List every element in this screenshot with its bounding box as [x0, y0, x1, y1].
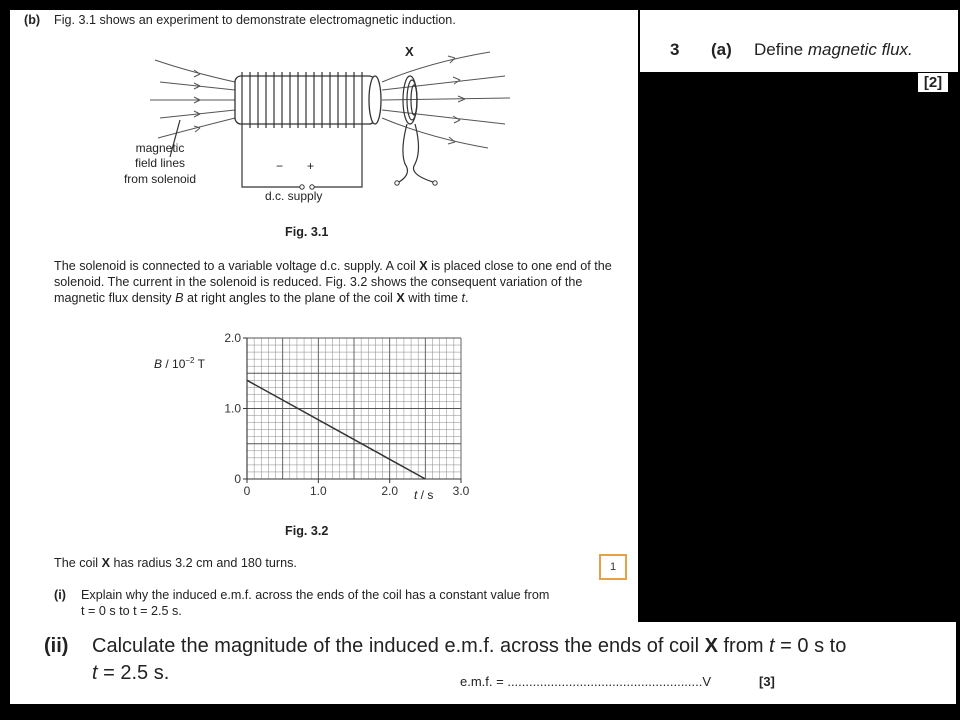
x-tick-label: 0 — [243, 484, 251, 498]
y-axis-label: B / $10^{-2}$ T — [154, 356, 205, 371]
part-a-label: (a) — [711, 40, 732, 59]
part-ii-panel — [10, 622, 956, 704]
part-b-intro: Fig. 3.1 shows an experiment to demonstrate electromagnetic induction. — [54, 13, 456, 27]
part-ii-line1: Calculate the magnitude of the induced e.m.f. across the ends of coil X from t = 0 s to — [92, 635, 847, 657]
part-i-label: (i) — [54, 588, 66, 602]
coil-x-label: X — [405, 44, 414, 59]
part-ii-label: (ii) — [44, 635, 69, 657]
field-lines-label-3: from solenoid — [123, 172, 197, 186]
part-a-question: Define magnetic flux. — [754, 40, 913, 59]
x-tick-label: 1.0 — [309, 484, 327, 498]
y-tick-label: 1.0 — [224, 401, 241, 416]
plus-terminal-label: + — [307, 159, 315, 173]
solenoid-diagram — [10, 32, 638, 232]
x-tick-label: 2.0 — [381, 484, 399, 498]
coil-info: The coil X has radius 3.2 cm and 180 turns. — [54, 556, 297, 570]
dc-supply-label: d.c. supply — [265, 189, 323, 203]
part-a-marks: [2] — [918, 73, 948, 92]
x-axis-label: t / s — [414, 488, 434, 502]
fig32-caption: Fig. 3.2 — [285, 524, 329, 538]
part-b-label: (b) — [24, 13, 41, 27]
fig31-caption: Fig. 3.1 — [285, 225, 329, 239]
field-lines-label-1: magnetic — [135, 141, 185, 155]
question-3-header — [640, 10, 958, 72]
x-tick-label: 3.0 — [452, 484, 470, 498]
flux-density-chart — [10, 318, 638, 508]
y-tick-label: 0 — [234, 472, 241, 486]
minus-terminal-label: − — [276, 159, 284, 173]
y-tick-label: 2.0 — [224, 331, 241, 345]
part-ii-marks: [3] — [759, 674, 775, 689]
emf-answer-line[interactable]: e.m.f. = ......................................................V — [460, 674, 712, 689]
part-i-line1: Explain why the induced e.m.f. across the ends of the coil has a constant value from — [81, 588, 550, 602]
question-number: 3 — [670, 40, 680, 59]
part-i-line2: t = 0 s to t = 2.5 s. — [81, 604, 182, 618]
exam-page-left — [10, 10, 638, 622]
description-paragraph: The solenoid is connected to a variable voltage d.c. supply. A coil X is placed close to one end of the solenoid. The current in the solenoid is reduced. Fig. 3.2 shows the consequent variation of the magnetic flux density B at right angles to the plane of the coil X with time t. — [54, 259, 612, 305]
part-ii-line2: t = 2.5 s. — [92, 662, 170, 684]
field-lines-label-2: field lines — [134, 156, 186, 170]
annotation-box[interactable]: 1 — [599, 554, 627, 580]
